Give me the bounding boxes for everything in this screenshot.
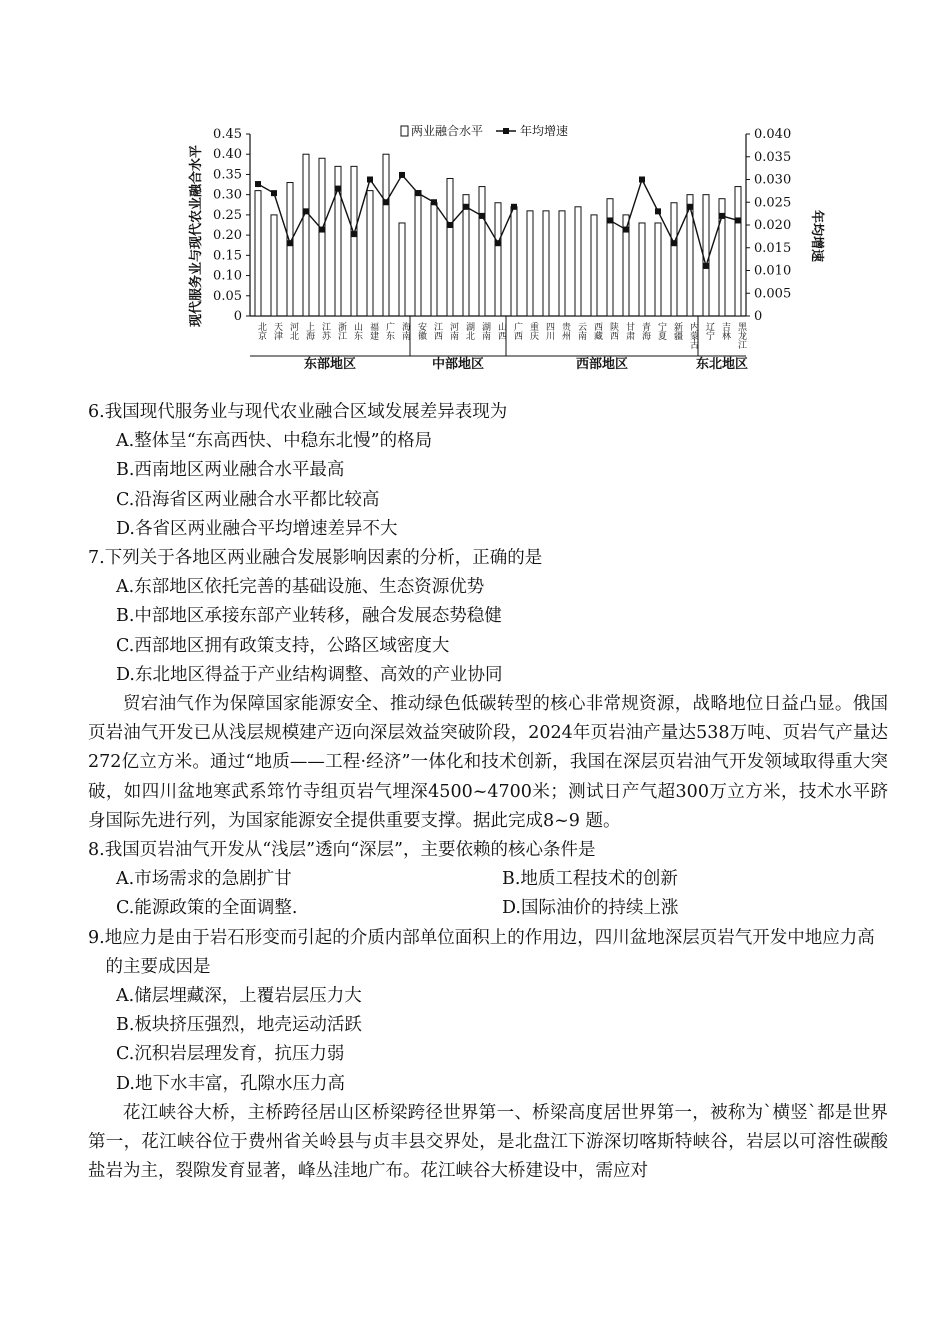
question-8-option-c: C.能源政策的全面调整. bbox=[116, 898, 298, 919]
bar bbox=[319, 158, 325, 316]
question-9-option-a: A.储层埋藏深，上覆岩层压力大 bbox=[116, 986, 362, 1007]
question-8-option-a: A.市场需求的急剧扩甘 bbox=[116, 869, 292, 890]
category-label: 福建 bbox=[368, 322, 378, 340]
bar bbox=[671, 203, 677, 316]
growth-point bbox=[271, 190, 277, 196]
region-label: 东北地区 bbox=[695, 357, 749, 372]
question-6-option-c: C.沿海省区两业融合水平都比较高 bbox=[116, 489, 380, 510]
growth-line-segment bbox=[626, 180, 642, 230]
y-right-tick-label: 0.010 bbox=[754, 263, 792, 279]
legend-bar-swatch bbox=[401, 126, 408, 136]
growth-point bbox=[351, 231, 357, 237]
growth-point bbox=[719, 213, 725, 219]
growth-point bbox=[431, 199, 437, 205]
category-label: 上海 bbox=[304, 322, 314, 340]
bar bbox=[383, 154, 389, 316]
y-right-tick-label: 0.040 bbox=[754, 127, 792, 142]
y-left-tick-label: 0.10 bbox=[213, 268, 242, 284]
bar bbox=[591, 215, 597, 316]
legend-marker-swatch bbox=[503, 128, 509, 134]
y-left-tick-label: 0.20 bbox=[213, 228, 242, 244]
chart-area bbox=[180, 118, 824, 380]
legend-line-label: 年均增速 bbox=[520, 124, 569, 138]
growth-line-segment bbox=[642, 180, 658, 212]
category-label: 山西 bbox=[496, 322, 506, 340]
y-axis-left-label: 现代服务业与现代农业融合水平 bbox=[189, 144, 204, 328]
bar bbox=[303, 154, 309, 316]
growth-point bbox=[655, 208, 661, 214]
category-label: 河南 bbox=[448, 322, 458, 340]
bar bbox=[367, 191, 373, 316]
growth-point bbox=[479, 213, 485, 219]
y-left-tick-label: 0.40 bbox=[213, 147, 242, 163]
growth-point bbox=[335, 186, 341, 192]
growth-point bbox=[495, 240, 501, 246]
bar bbox=[559, 211, 565, 316]
region-label: 中部地区 bbox=[431, 357, 485, 372]
category-label: 新疆 bbox=[672, 322, 682, 340]
growth-point bbox=[511, 204, 517, 210]
bar bbox=[607, 199, 613, 316]
question-8-option-d: D.国际油价的持续上涨 bbox=[502, 898, 679, 919]
growth-point bbox=[687, 204, 693, 210]
category-label: 湖北 bbox=[464, 322, 474, 340]
question-7-option-a: A.东部地区依托完善的基础设施、生态资源优势 bbox=[116, 577, 485, 598]
question-8-options-row-2 bbox=[116, 894, 888, 923]
category-label: 天津 bbox=[272, 322, 282, 340]
y-right-tick-label: 0.030 bbox=[754, 172, 792, 188]
bar bbox=[575, 207, 581, 316]
growth-point bbox=[639, 177, 645, 183]
growth-point bbox=[287, 240, 293, 246]
y-right-tick-label: 0 bbox=[754, 309, 763, 324]
y-right-tick-label: 0.025 bbox=[754, 195, 792, 211]
growth-point bbox=[415, 190, 421, 196]
question-document bbox=[88, 398, 888, 1186]
category-label: 贵州 bbox=[560, 322, 570, 340]
growth-point bbox=[607, 217, 613, 223]
category-label: 湖南 bbox=[480, 322, 490, 340]
category-label: 北京 bbox=[256, 322, 266, 340]
growth-point bbox=[255, 181, 261, 187]
y-right-tick-label: 0.020 bbox=[754, 218, 792, 233]
question-7-stem: 7.下列关于各地区两业融合发展影响因素的分析，正确的是 bbox=[88, 548, 543, 569]
category-label: 陕西 bbox=[608, 322, 618, 340]
category-label: 宁夏 bbox=[656, 322, 666, 340]
y-right-tick-label: 0.035 bbox=[754, 149, 792, 165]
legend bbox=[401, 123, 568, 138]
y-left-tick-label: 0.15 bbox=[213, 248, 242, 264]
category-label: 广西 bbox=[512, 322, 522, 340]
category-label: 黑龙江 bbox=[736, 322, 746, 349]
bar bbox=[703, 195, 709, 316]
category-label: 云南 bbox=[576, 322, 586, 340]
growth-point bbox=[735, 217, 741, 223]
bar bbox=[463, 195, 469, 316]
question-9-option-b: B.板块挤压强烈，地壳运动活跃 bbox=[116, 1015, 362, 1036]
region-label: 西部地区 bbox=[575, 357, 629, 372]
bar bbox=[399, 223, 405, 316]
growth-point bbox=[703, 263, 709, 269]
y-left-tick-label: 0.05 bbox=[213, 288, 242, 304]
bar bbox=[447, 178, 453, 316]
growth-point bbox=[383, 199, 389, 205]
legend-bar-label: 两业融合水平 bbox=[411, 124, 484, 138]
category-label: 吉林 bbox=[720, 322, 730, 340]
category-label: 内蒙古 bbox=[688, 322, 698, 349]
category-label: 江苏 bbox=[320, 322, 330, 340]
question-8-stem: 8.我国页岩油气开发从“浅层”透向“深层”，主要依赖的核心条件是 bbox=[88, 840, 596, 861]
bar bbox=[495, 203, 501, 316]
growth-point bbox=[319, 227, 325, 233]
fusion-chart bbox=[180, 118, 824, 380]
bar bbox=[255, 191, 261, 316]
bar bbox=[639, 223, 645, 316]
category-label: 安徽 bbox=[416, 322, 426, 340]
y-left-tick-label: 0.25 bbox=[213, 207, 242, 223]
category-label: 浙江 bbox=[336, 322, 346, 340]
bar bbox=[543, 211, 549, 316]
category-label: 江西 bbox=[432, 322, 442, 340]
bar bbox=[735, 187, 741, 316]
y-left-tick-label: 0.30 bbox=[213, 187, 242, 203]
category-label: 河北 bbox=[288, 322, 298, 340]
bar bbox=[431, 203, 437, 316]
category-label: 海南 bbox=[400, 322, 410, 340]
y-right-tick-label: 0.015 bbox=[754, 240, 792, 256]
bar bbox=[271, 215, 277, 316]
growth-point bbox=[671, 240, 677, 246]
question-7-option-b: B.中部地区承接东部产业转移，融合发展态势稳健 bbox=[116, 606, 502, 627]
category-label: 西藏 bbox=[592, 322, 602, 340]
category-label: 四川 bbox=[544, 322, 554, 340]
question-9-stem: 9.地应力是由于岩石形变而引起的介质内部单位面积上的作用边，四川盆地深层页岩气开发中地应力高的主要成因是 bbox=[88, 927, 875, 977]
bar bbox=[479, 187, 485, 316]
bar bbox=[527, 211, 533, 316]
growth-point bbox=[399, 172, 405, 178]
growth-point bbox=[447, 222, 453, 228]
question-6-option-a: A.整体呈“东高西快、中稳东北慢”的格局 bbox=[116, 431, 433, 452]
y-left-tick-label: 0.45 bbox=[213, 127, 242, 142]
question-8-option-b: B.地质工程技术的创新 bbox=[502, 869, 678, 890]
bar bbox=[655, 223, 661, 316]
question-7-option-c: C.西部地区拥有政策支持，公路区域密度大 bbox=[116, 635, 450, 656]
growth-point bbox=[367, 177, 373, 183]
question-9-option-d: D.地下水丰富，孔隙水压力高 bbox=[116, 1073, 345, 1094]
category-label: 重庆 bbox=[528, 322, 538, 340]
passage-huajiang-bridge: 花江峡谷大桥，主桥跨径居山区桥梁跨径世界第一、桥梁高度居世界第一，被称为`横竖`都是世界第一，花江峡谷位于费州省关岭县与贞丰县交界处，是北盘江下游深切喀斯特峡谷，岩层以可溶性碳酸盐岩为主，裂隙发育显著，峰丛洼地广布。花江峡谷大桥建设中，需应对 bbox=[88, 1102, 888, 1182]
y-axis-right-label: 年均增速 bbox=[809, 209, 824, 263]
region-label: 东部地区 bbox=[303, 357, 357, 372]
category-label: 青海 bbox=[640, 322, 650, 340]
passage-shale-gas: 贸宕油气作为保障国家能源安全、推动绿色低碳转型的核心非常规资源，战略地位日益凸显。俄国页岩油气开发已从浅层规模建产迈向深层效益突破阶段，2024年页岩油产量达538万吨、页岩气产量达272亿立方米。通过“地质——工程·经济”一体化和技术创新，我国在深层页岩油气开发领域取得重大突破，如四川盆地寒武系筇竹寺组页岩气埋深4500~4700米；测试日产气超300万立方米，技术水平跻身国际先进行列，为国家能源安全提供重要支撑。据此完成8~9 题。 bbox=[88, 694, 888, 831]
bar bbox=[287, 183, 293, 316]
bar bbox=[415, 191, 421, 316]
question-9-option-c: C.沉积岩层理发育，抗压力弱 bbox=[116, 1044, 345, 1065]
y-left-tick-label: 0.35 bbox=[213, 167, 242, 183]
growth-point bbox=[303, 208, 309, 214]
growth-point bbox=[463, 204, 469, 210]
question-6-option-d: D.各省区两业融合平均增速差异不大 bbox=[116, 518, 398, 539]
bar bbox=[511, 207, 517, 316]
category-label: 广东 bbox=[384, 322, 394, 340]
y-right-tick-label: 0.005 bbox=[754, 286, 792, 302]
category-label: 辽宁 bbox=[704, 322, 714, 340]
question-6-option-b: B.西南地区两业融合水平最高 bbox=[116, 460, 345, 481]
question-6-stem: 6.我国现代服务业与现代农业融合区域发展差异表现为 bbox=[88, 402, 508, 422]
question-8-options-row-1 bbox=[116, 865, 888, 894]
category-label: 山东 bbox=[352, 322, 362, 340]
growth-point bbox=[623, 227, 629, 233]
y-left-tick-label: 0 bbox=[233, 309, 242, 324]
category-label: 甘肃 bbox=[624, 322, 634, 340]
bar bbox=[351, 166, 357, 316]
question-7-option-d: D.东北地区得益于产业结构调整、高效的产业协同 bbox=[116, 664, 503, 685]
